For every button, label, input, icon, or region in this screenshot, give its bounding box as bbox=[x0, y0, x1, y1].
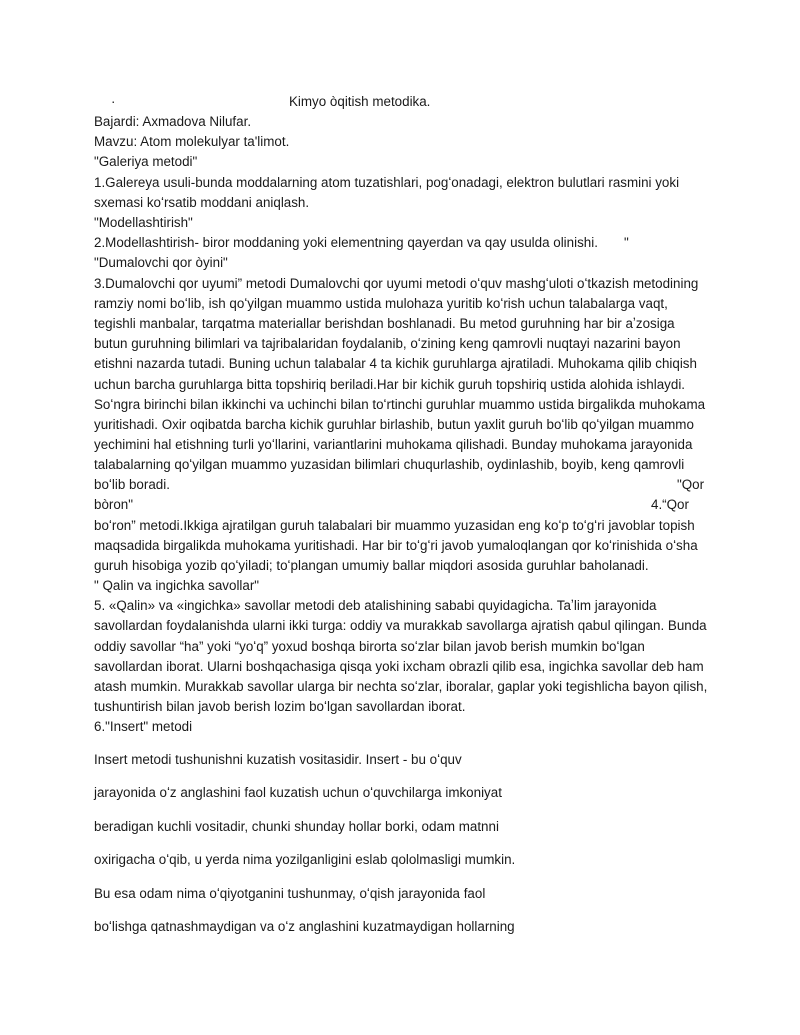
section-heading-qor-boron-number: 4.“Qor bbox=[651, 497, 689, 512]
paragraph-line: savollardan foydalanishda ularni ikki turga: oddiy va murakkab savollarga ajratish qabul qilingan. Bunda bbox=[94, 618, 707, 633]
paragraph-line: yechimini hal etishning turli yoʻllarini, variantlarini muhokama qilishadi. Bunday muhokama jarayonida bbox=[94, 437, 693, 452]
paragraph-line: yuritishadi. Oxir oqibatda barcha kichik guruhlar birlashib, butun yaxlit guruh boʻlib qoʻyilgan muammo bbox=[94, 417, 694, 432]
section-heading-qalin-ingichka: " Qalin va ingichka savollar" bbox=[94, 578, 260, 593]
section-heading-modellashtirish: "Modellashtirish" bbox=[94, 215, 193, 230]
section-heading-galeriya: "Galeriya metodi" bbox=[94, 154, 198, 169]
paragraph-line: uchun barcha guruhlarga bitta topshiriq beriladi.Har bir kichik guruh topshiriq ustida alohida ishlaydi. bbox=[94, 377, 686, 392]
header-dot: · bbox=[111, 94, 116, 109]
document-title: Kimyo òqitish metodika. bbox=[289, 94, 431, 109]
paragraph-line: maqsadida birgalikda muhokama yuritishadi. Har bir toʻgʻri javob yumaloqlangan qor koʻrinishida oʻsha bbox=[94, 538, 698, 553]
stray-quote-mark: " bbox=[624, 235, 629, 250]
paragraph-line: oxirigacha oʻqib, u yerda nima yozilganligini eslab qololmasligi mumkin. bbox=[94, 852, 516, 867]
paragraph-line: butun guruhning bilimlari va tajribalaridan foydalanib, oʻzining keng qamrovli nuqtayi nazarini bayon bbox=[94, 336, 681, 351]
heading-fragment-qor: "Qor bbox=[677, 477, 705, 492]
author-line: Bajardi: Axmadova Nilufar. bbox=[94, 114, 252, 129]
paragraph-line: guruh hisobiga yozib qoʻyiladi; toʻplangan umumiy ballar miqdori asosida guruhlar baholanadi. bbox=[94, 558, 649, 573]
paragraph-line: oddiy savollar “ha” yoki “yoʻq” yoxud boshqa birorta soʻzlar bilan javob berish mumkin boʻlgan bbox=[94, 639, 645, 654]
section-heading-insert: 6."Insert" metodi bbox=[94, 719, 193, 734]
paragraph-line: 3.Dumalovchi qor uyumi” metodi Dumalovchi qor uyumi metodi oʻquv mashgʻuloti oʻtkazish metodining bbox=[94, 276, 699, 291]
paragraph-line: Bu esa odam nima oʻqiyotganini tushunmay, oʻqish jarayonida faol bbox=[94, 886, 486, 901]
paragraph-line: boʻlishga qatnashmaydigan va oʻz anglashini kuzatmaydigan hollarning bbox=[94, 919, 515, 934]
paragraph-line: atash mumkin. Murakkab savollar ularga bir nechta soʻzlar, iboralar, gaplar yoki tegishlicha bayon qilish, bbox=[94, 679, 708, 694]
paragraph-line: tegishli manbalar, tarqatma materiallar berishdan boshlanadi. Bu metod guruhning har bir aʼzosiga bbox=[94, 316, 675, 331]
paragraph-line: 1.Galereya usuli-bunda moddalarning atom tuzatishlari, pogʻonadagi, elektron bulutlari rasmini yoki bbox=[94, 175, 680, 190]
paragraph-line: Soʻngra birinchi bilan ikkinchi va uchinchi bilan toʻrtinchi guruhlar muammo ustida birgalikda muhokama bbox=[94, 397, 706, 412]
paragraph-line: etishni nazarda tutadi. Buning uchun talabalar 4 ta kichik guruhlarga ajratiladi. Muhokama qilib chiqish bbox=[94, 356, 697, 371]
paragraph-line: boʻlib boradi. bbox=[94, 477, 170, 492]
paragraph-line: beradigan kuchli vositadir, chunki shunday hollar borki, odam matnni bbox=[94, 819, 499, 834]
paragraph-line: sxemasi koʻrsatib moddani aniqlash. bbox=[94, 195, 310, 210]
paragraph-line: 5. «Qalin» va «ingichka» savollar metodi deb atalishining sababi quyidagicha. Taʼlim jarayonida bbox=[94, 598, 657, 613]
paragraph-line: jarayonida oʻz anglashini faol kuzatish uchun oʻquvchilarga imkoniyat bbox=[94, 785, 502, 800]
topic-line: Mavzu: Atom molekulyar ta'limot. bbox=[94, 134, 290, 149]
paragraph-line: boʻron” metodi.Ikkiga ajratilgan guruh talabalari bir muammo yuzasidan eng koʻp toʻgʻri javoblar topish bbox=[94, 518, 695, 533]
section-heading-qor-boron: bòron" bbox=[94, 497, 134, 512]
paragraph-line: ramziy nomi boʻlib, ish qoʻyilgan muammo ustida mulohaza yuritib koʻrish uchun talabalarga vaqt, bbox=[94, 296, 668, 311]
paragraph-line: 2.Modellashtirish- biror moddaning yoki elementning qayerdan va qay usulda olinishi. bbox=[94, 235, 598, 250]
paragraph-line: talabalarning qoʻyilgan muammo yuzasidan bilimlari chuqurlashib, oydinlashib, boyib, keng qamrovli bbox=[94, 457, 685, 472]
section-heading-dumalovchi: "Dumalovchi qor òyini" bbox=[94, 255, 228, 270]
paragraph-line: savollardan iborat. Ularni boshqachasiga qisqa yoki ixcham obrazli qilib esa, ingichka savollar deb ham bbox=[94, 659, 704, 674]
paragraph-line: tushuntirish bilan javob berish lozim boʻlgan savollardan iborat. bbox=[94, 699, 466, 714]
paragraph-line: Insert metodi tushunishni kuzatish vositasidir. Insert - bu oʻquv bbox=[94, 752, 462, 767]
